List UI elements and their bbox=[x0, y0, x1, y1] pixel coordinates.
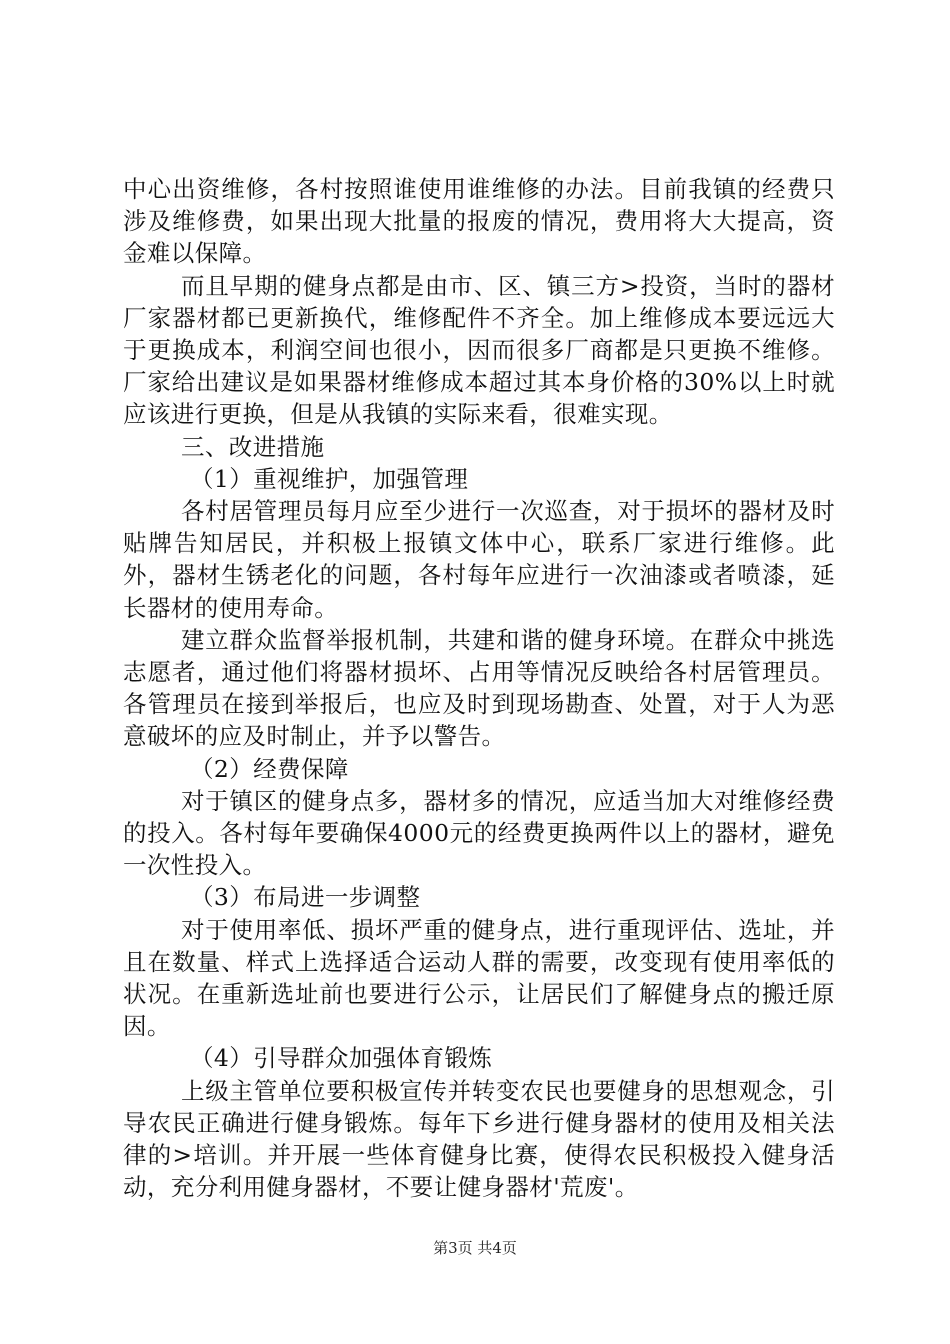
section-heading: 三、改进措施 bbox=[181, 432, 325, 461]
paragraph: 上级主管单位要积极宣传并转变农民也要健身的思想观念，引导农民正确进行健身锻炼。每年下乡进行健身器材的使用及相关法律的>培训。并开展一些体育健身比赛，使得农民积极投入健身活动，充分利用健身器材，不要让健身器材'荒废'。 bbox=[123, 1076, 835, 1202]
subsection-heading: （3）布局进一步调整 bbox=[190, 883, 421, 912]
paragraph: 中心出资维修，各村按照谁使用谁维修的办法。目前我镇的经费只涉及维修费，如果出现大批量的报废的情况，费用将大大提高，资金难以保障。 bbox=[123, 175, 835, 268]
subsection-heading: （1）重视维护，加强管理 bbox=[190, 464, 469, 493]
page-footer bbox=[0, 1238, 950, 1258]
subsection-heading: （2）经费保障 bbox=[190, 754, 349, 783]
paragraph: 各村居管理员每月应至少进行一次巡查，对于损坏的器材及时贴牌告知居民，并积极上报镇文体中心，联系厂家进行维修。此外，器材生锈老化的问题，各村每年应进行一次油漆或者喷漆，延长器材的使用寿命。 bbox=[123, 497, 835, 622]
paragraph: 对于使用率低、损坏严重的健身点，进行重现评估、选址，并且在数量、样式上选择适合运动人群的需要，改变现有使用率低的状况。在重新选址前也要进行公示，让居民们了解健身点的搬迁原因。 bbox=[123, 915, 835, 1041]
document-body bbox=[123, 173, 835, 1204]
page-number: 第3页 共4页 bbox=[433, 1239, 517, 1257]
paragraph: 而且早期的健身点都是由市、区、镇三方>投资，当时的器材厂家器材都已更新换代，维修配件不齐全。加上维修成本要远远大于更换成本，利润空间也很小，因而很多厂商都是只更换不维修。厂家给出建议是如果器材维修成本超过其本身价格的30%以上时就应该进行更换，但是从我镇的实际来看，很难实现。 bbox=[123, 271, 835, 429]
paragraph: 对于镇区的健身点多，器材多的情况，应适当加大对维修经费的投入。各村每年要确保4000元的经费更换两件以上的器材，避免一次性投入。 bbox=[123, 786, 835, 880]
subsection-heading: （4）引导群众加强体育锻炼 bbox=[190, 1044, 493, 1073]
paragraph: 建立群众监督举报机制，共建和谐的健身环境。在群众中挑选志愿者，通过他们将器材损坏、占用等情况反映给各村居管理员。各管理员在接到举报后，也应及时到现场勘查、处置，对于人为恶意破坏的应及时制止，并予以警告。 bbox=[123, 625, 835, 751]
